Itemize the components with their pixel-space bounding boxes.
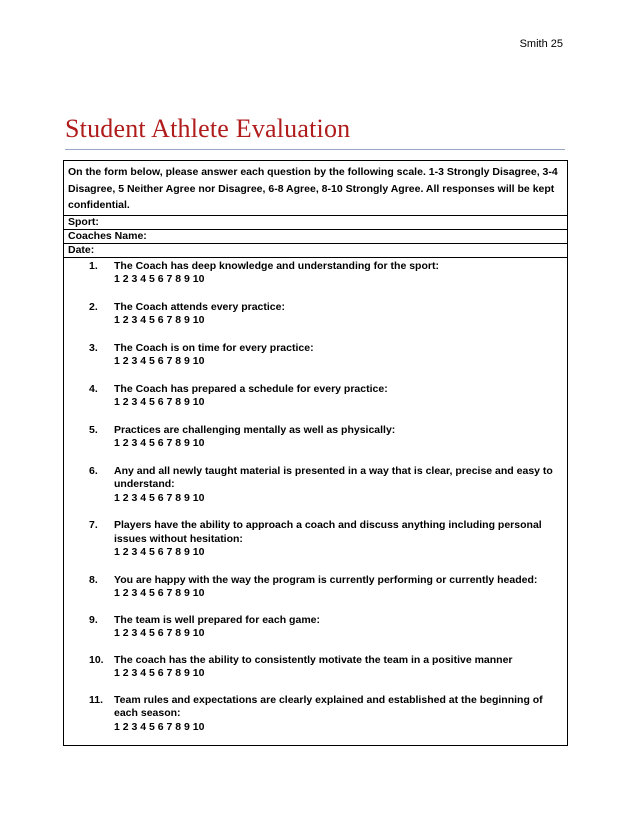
question-item: [64, 342, 567, 369]
question-number: 2.: [89, 300, 98, 313]
question-item: [64, 260, 567, 287]
rating-scale: 1 2 3 4 5 6 7 8 9 10: [114, 491, 205, 504]
question-item: [64, 614, 567, 641]
sport-field: Sport:: [64, 216, 567, 230]
question-number: 4.: [89, 382, 98, 395]
instructions: On the form below, please answer each question by the following scale. 1-3 Strongly Disagree, 3-4 Disagree, 5 Neither Agree nor Disagree, 6-8 Agree, 8-10 Strongly Agree. All responses will be kept confidential.: [64, 161, 567, 216]
question-item: [64, 465, 567, 506]
rating-scale: 1 2 3 4 5 6 7 8 9 10: [114, 396, 205, 408]
question-number: 8.: [89, 573, 98, 586]
question-number: 7.: [89, 519, 98, 531]
question-text: Any and all newly taught material is presented in a way that is clear, precise and easy to understand:: [114, 464, 553, 490]
question-text: The Coach has prepared a schedule for every practice:: [114, 382, 388, 395]
question-list: [64, 258, 567, 735]
question-item: [64, 383, 567, 410]
question-text: The coach has the ability to consistently motivate the team in a positive manner: [114, 653, 513, 666]
question-text: The team is well prepared for each game:: [114, 613, 320, 626]
question-text: Practices are challenging mentally as well as physically:: [114, 423, 396, 436]
question-text: The Coach attends every practice:: [114, 300, 285, 313]
question-number: 9.: [89, 613, 98, 626]
rating-scale: 1 2 3 4 5 6 7 8 9 10: [114, 720, 205, 733]
question-number: 6.: [89, 464, 98, 477]
evaluation-form: [63, 160, 568, 746]
question-text: The Coach is on time for every practice:: [114, 341, 314, 354]
rating-scale: 1 2 3 4 5 6 7 8 9 10: [114, 627, 205, 639]
question-text: Players have the ability to approach a coach and discuss anything including personal issues without hesitation:: [114, 519, 542, 545]
question-number: 1.: [89, 259, 98, 272]
page-header: Smith 25: [519, 38, 563, 50]
rating-scale: 1 2 3 4 5 6 7 8 9 10: [114, 546, 205, 558]
question-item: [64, 654, 567, 681]
question-item: [64, 519, 567, 560]
date-field: Date:: [64, 244, 567, 258]
title-underline: [65, 149, 565, 150]
question-number: 3.: [89, 341, 98, 354]
question-item: [64, 301, 567, 328]
question-number: 10.: [89, 653, 104, 666]
question-number: 11.: [89, 693, 104, 706]
document-title: Student Athlete Evaluation: [65, 114, 351, 143]
question-number: 5.: [89, 423, 98, 436]
question-text: The Coach has deep knowledge and understanding for the sport:: [114, 259, 439, 272]
rating-scale: 1 2 3 4 5 6 7 8 9 10: [114, 587, 205, 599]
rating-scale: 1 2 3 4 5 6 7 8 9 10: [114, 355, 205, 367]
question-text: You are happy with the way the program is currently performing or currently headed:: [114, 573, 538, 586]
rating-scale: 1 2 3 4 5 6 7 8 9 10: [114, 314, 205, 326]
question-text: Team rules and expectations are clearly explained and established at the beginning of each season:: [114, 693, 543, 719]
coaches-name-field: Coaches Name:: [64, 230, 567, 244]
question-item: [64, 424, 567, 451]
question-item: [64, 574, 567, 601]
rating-scale: 1 2 3 4 5 6 7 8 9 10: [114, 273, 205, 285]
rating-scale: 1 2 3 4 5 6 7 8 9 10: [114, 667, 205, 679]
question-item: [64, 694, 567, 735]
rating-scale: 1 2 3 4 5 6 7 8 9 10: [114, 437, 205, 449]
